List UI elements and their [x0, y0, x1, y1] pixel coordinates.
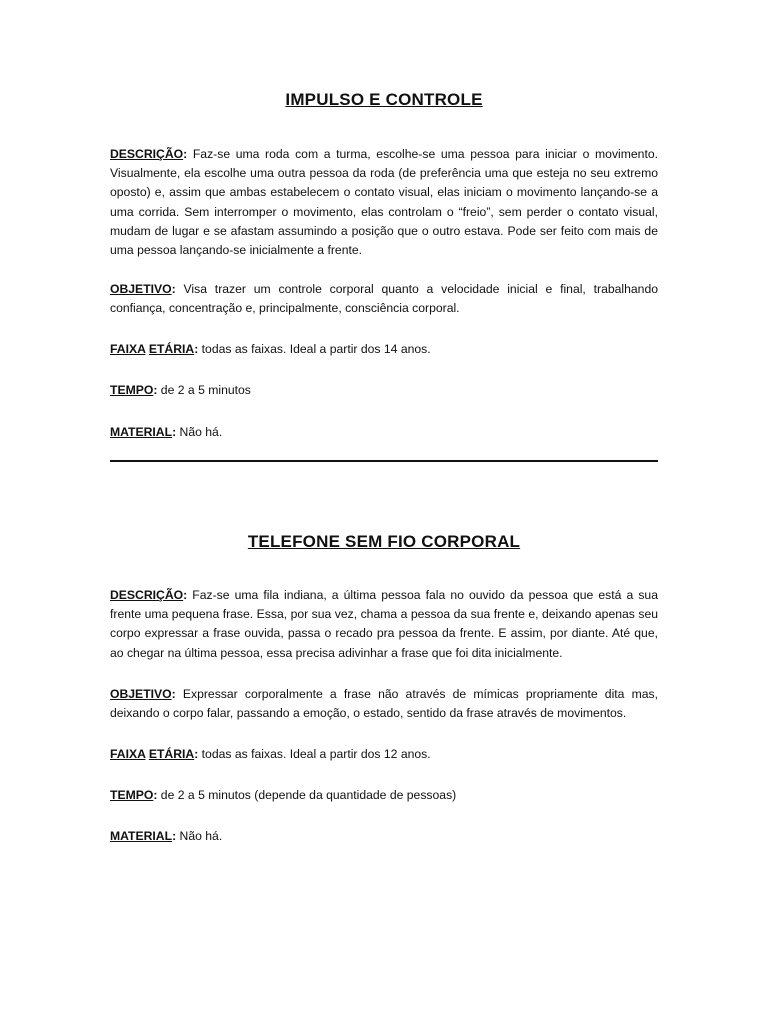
etaria-label: ETÁRIA	[148, 747, 195, 761]
section-2-descricao: DESCRIÇÃO: Faz-se uma fila indiana, a última pessoa fala no ouvido da pessoa que está a sua frente uma pequena frase. Essa, por sua vez, chama a pessoa da sua frente e, deixando apenas seu corpo expressar a frase ouvida, passa o recado pra pessoa da frente. E assim, por diante. Até que, ao chegar na última pessoa, essa precisa adivinhar a frase que foi dita inicialmente.	[110, 588, 658, 660]
section-2-tempo: TEMPO: de 2 a 5 minutos (depende da quantidade de pessoas)	[110, 788, 457, 802]
section-2-material: MATERIAL: Não há.	[110, 829, 223, 843]
section-2-objetivo: OBJETIVO: Expressar corporalmente a frase não através de mímicas propriamente dita mas, deixando o corpo falar, passando a emoção, o estado, sentido da frase através de movimentos.	[110, 687, 659, 721]
descricao-label: DESCRIÇÃO	[110, 588, 184, 602]
section-2-faixa-etaria: FAIXA ETÁRIA: todas as faixas. Ideal a partir dos 12 anos.	[110, 747, 431, 761]
section-1-tempo: TEMPO: de 2 a 5 minutos	[110, 383, 251, 397]
section-1-objetivo: OBJETIVO: Visa trazer um controle corporal quanto a velocidade inicial e final, trabalhando confiança, concentração e, principalmente, consciência corporal.	[110, 282, 658, 316]
tempo-text: de 2 a 5 minutos (depende da quantidade de pessoas)	[160, 788, 457, 802]
material-text: Não há.	[179, 829, 223, 843]
faixa-etaria-text: todas as faixas. Ideal a partir dos 12 anos.	[201, 747, 431, 761]
objetivo-text: Expressar corporalmente a frase não através de mímicas propriamente dita mas, deixando o corpo falar, passando a emoção, o estado, sentido da frase através de movimentos.	[110, 687, 659, 721]
objetivo-text: Visa trazer um controle corporal quanto a velocidade inicial e final, trabalhando confiança, concentração e, principalmente, consciência corporal.	[110, 282, 658, 316]
material-label: MATERIAL	[110, 829, 173, 843]
section-1-material: MATERIAL: Não há.	[110, 425, 223, 439]
faixa-etaria-text: todas as faixas. Ideal a partir dos 14 anos.	[201, 342, 431, 356]
objetivo-label: OBJETIVO	[110, 687, 172, 701]
section-divider	[110, 460, 658, 462]
descricao-text: Faz-se uma fila indiana, a última pessoa fala no ouvido da pessoa que está a sua frente uma pequena frase. Essa, por sua vez, chama a pessoa da sua frente e, deixando apenas seu corpo expressar a frase ouvida, passa o recado pra pessoa da frente. E assim, por diante. Até que, ao chegar na última pessoa, essa precisa adivinhar a frase que foi dita inicialmente.	[110, 588, 658, 660]
section-1-faixa-etaria: FAIXA ETÁRIA: todas as faixas. Ideal a partir dos 14 anos.	[110, 342, 431, 356]
objetivo-label: OBJETIVO	[110, 282, 172, 296]
tempo-label: TEMPO	[110, 788, 154, 802]
descricao-text: Faz-se uma roda com a turma, escolhe-se uma pessoa para iniciar o movimento. Visualmente, ela escolhe uma outra pessoa da roda (de preferência uma que esteja no seu extremo oposto) e, assim que ambas estabelecem o contato visual, elas iniciam o movimento lançando-se a uma corrida. Sem interromper o movimento, elas controlam o “freio”, sem perder o contato visual, mudam de lugar e se afastam assumindo a posição que o outro estava. Pode ser feito com mais de uma pessoa lançando-se inicialmente a frente.	[110, 147, 659, 258]
tempo-text: de 2 a 5 minutos	[160, 383, 251, 397]
section-2-title: TELEFONE SEM FIO CORPORAL	[247, 532, 521, 551]
faixa-label: FAIXA	[110, 747, 146, 761]
section-1-descricao: DESCRIÇÃO: Faz-se uma roda com a turma, escolhe-se uma pessoa para iniciar o movimento. Visualmente, ela escolhe uma outra pessoa da roda (de preferência uma que esteja no seu extremo oposto) e, assim que ambas estabelecem o contato visual, elas iniciam o movimento lançando-se a uma corrida. Sem interromper o movimento, elas controlam o “freio”, sem perder o contato visual, mudam de lugar e se afastam assumindo a posição que o outro estava. Pode ser feito com mais de uma pessoa lançando-se inicialmente a frente.	[110, 147, 659, 258]
faixa-label: FAIXA	[110, 342, 146, 356]
material-label: MATERIAL	[110, 425, 173, 439]
section-1-title: IMPULSO E CONTROLE	[285, 90, 483, 109]
etaria-label: ETÁRIA	[148, 342, 195, 356]
descricao-label: DESCRIÇÃO	[110, 147, 184, 161]
material-text: Não há.	[179, 425, 223, 439]
tempo-label: TEMPO	[110, 383, 154, 397]
